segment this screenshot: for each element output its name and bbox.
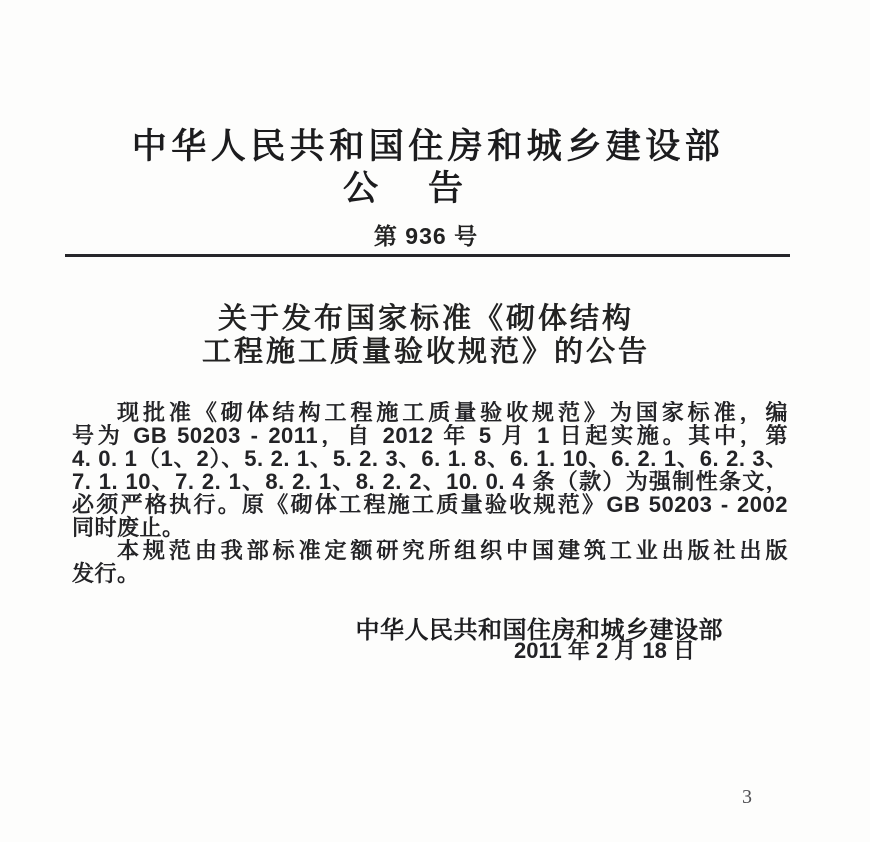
issue-date: 2011 年 2 月 18 日: [514, 638, 695, 663]
body-line: 本规范由我部标准定额研究所组织中国建筑工业出版社出版: [117, 539, 788, 562]
announcement-body: [72, 401, 788, 585]
subtitle-line-2: 工程施工质量验收规范》的公告: [201, 336, 650, 368]
announcement-subtitle: [0, 303, 852, 369]
subtitle-line-1: 关于发布国家标准《砌体结构: [217, 303, 634, 335]
announcement-heading: [0, 161, 806, 211]
body-line: 7. 1. 10、7. 2. 1、8. 2. 1、8. 2. 2、10. 0. 4 条（款）为强制性条文，: [72, 470, 788, 493]
announcement-char-left: 公: [342, 169, 378, 208]
document-number: 第 936 号: [373, 223, 479, 249]
issuer-signature: 中华人民共和国住房和城乡建设部: [355, 617, 723, 644]
ministry-title: 中华人民共和国住房和城乡建设部: [131, 127, 725, 166]
page-number: 3: [742, 786, 752, 808]
body-line: 发行。: [72, 561, 140, 586]
body-line: 必须严格执行。原《砌体工程施工质量验收规范》GB 50203 - 2002: [72, 493, 788, 516]
body-line: 号为 GB 50203 - 2011，自 2012 年 5 月 1 日起实施。其中，第: [72, 424, 788, 447]
body-line: 同时废止。: [72, 515, 185, 540]
body-line: 4. 0. 1（1、2）、5. 2. 1、5. 2. 3、6. 1. 8、6. 1. 10、6. 2. 1、6. 2. 3、: [72, 447, 788, 470]
horizontal-rule: [65, 254, 790, 257]
body-line: 现批准《砌体结构工程施工质量验收规范》为国家标准，编: [117, 401, 788, 424]
announcement-char-right: 告: [428, 169, 464, 208]
